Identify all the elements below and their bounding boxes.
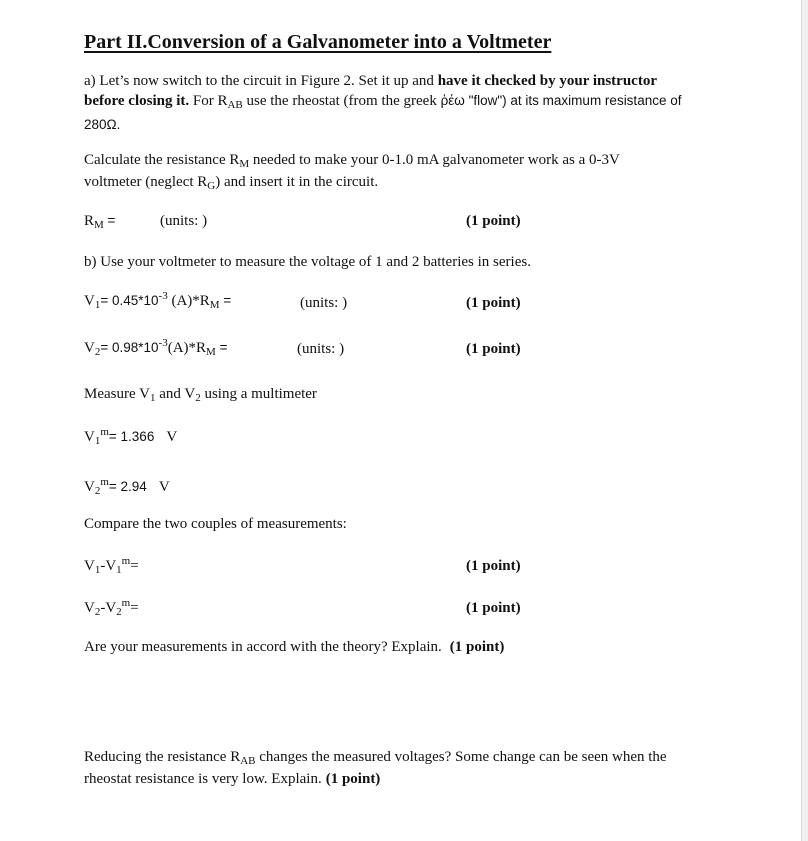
text: using a multimeter	[200, 386, 317, 402]
rm-answer-line	[84, 213, 115, 230]
measure-instruction	[84, 386, 317, 403]
superscript: m	[100, 426, 109, 438]
subscript: 1	[116, 564, 122, 576]
v1-diff-line	[84, 555, 139, 576]
text: changes the measured voltages? Some change can be seen when the	[255, 749, 667, 765]
subscript: M	[94, 219, 104, 231]
v1-diff-point-label: (1 point)	[466, 558, 521, 574]
v2-diff-line	[84, 597, 139, 618]
bold-text: before closing it.	[84, 93, 190, 109]
calc-line-1	[84, 152, 620, 169]
subscript: 2	[94, 485, 101, 497]
v2m-value-line	[84, 476, 170, 497]
text: Are your measurements in accord with the theory? Explain.	[84, 639, 442, 655]
text: use the rheostat (from the greek	[242, 93, 441, 109]
subscript: AB	[227, 99, 243, 111]
text: rheostat resistance is very low. Explain.	[84, 771, 322, 787]
accord-question	[84, 639, 504, 656]
subscript: M	[239, 158, 250, 170]
part-a-line-1	[84, 73, 657, 90]
reduce-question-line-1	[84, 749, 667, 766]
subscript: M	[206, 346, 216, 358]
text: -V	[100, 600, 117, 616]
page-title: Part II.Conversion of a Galvanometer into a Voltmeter	[84, 31, 552, 53]
v2-diff-point-label: (1 point)	[466, 600, 521, 616]
text: Reducing the resistance R	[84, 749, 241, 765]
text: (A)*R	[167, 340, 207, 356]
part-a-line-2	[84, 93, 681, 110]
page-scroll-edge	[801, 0, 808, 841]
text: =	[130, 558, 139, 574]
point-label: (1 point)	[325, 771, 381, 787]
rm-units-field: (units: )	[160, 213, 208, 229]
text: =	[103, 213, 116, 228]
rm-point-label: (1 point)	[466, 213, 521, 229]
superscript: m	[121, 555, 131, 567]
v2-formula	[84, 337, 228, 358]
text: =	[130, 600, 139, 616]
text: =	[215, 340, 228, 355]
subscript: 2	[94, 606, 101, 618]
part-b-intro: b) Use your voltmeter to measure the voltage of 1 and 2 batteries in series.	[84, 254, 531, 270]
text: V	[84, 558, 95, 574]
text: a) Let’s now switch to the circuit in Figure 2. Set it up and	[84, 73, 438, 89]
text: needed to make your 0-1.0 mA galvanometer work as a 0-3V	[249, 152, 620, 168]
text: V	[84, 429, 95, 445]
unit: V	[158, 479, 170, 495]
subscript: 1	[94, 299, 101, 311]
v2-point-label: (1 point)	[466, 341, 521, 357]
text: V	[84, 340, 95, 356]
text: =	[219, 293, 232, 308]
compare-instruction: Compare the two couples of measurements:	[84, 516, 347, 532]
greek-text: ῥέω "flow") at its maximum resistance of	[440, 93, 682, 108]
v2-units-field: (units: )	[297, 341, 345, 357]
text: ) and insert it in the circuit.	[215, 174, 379, 190]
superscript: -3	[158, 337, 168, 349]
subscript: 1	[94, 564, 101, 576]
subscript: M	[209, 299, 220, 311]
text: Calculate the resistance R	[84, 152, 240, 168]
reduce-question-line-2	[84, 771, 380, 788]
unit: V	[166, 429, 178, 445]
calc-line-2	[84, 174, 378, 191]
v1-point-label: (1 point)	[466, 295, 521, 311]
subscript: 2	[94, 346, 101, 358]
superscript: -3	[158, 290, 168, 302]
text: V	[84, 479, 95, 495]
text: -V	[100, 558, 117, 574]
measured-value: = 2.94	[108, 479, 147, 494]
subscript: 1	[94, 435, 101, 447]
text: = 0.45*10	[100, 293, 159, 308]
text: For R	[189, 93, 228, 109]
subscript: G	[207, 180, 216, 192]
measured-value: = 1.366	[108, 429, 155, 444]
superscript: m	[121, 597, 131, 609]
point-label: (1 point)	[449, 639, 505, 655]
v1-formula	[84, 290, 232, 311]
text: and V	[155, 386, 196, 402]
v1m-value-line	[84, 426, 178, 447]
superscript: m	[100, 476, 109, 488]
v1-units-field: (units: )	[300, 295, 348, 311]
subscript: 1	[149, 392, 156, 404]
part-a-line-3: 280Ω.	[84, 117, 121, 132]
subscript: 2	[116, 606, 122, 618]
text: (A)*R	[167, 293, 210, 309]
text: = 0.98*10	[100, 340, 159, 355]
text: V	[84, 600, 95, 616]
text: voltmeter (neglect R	[84, 174, 208, 190]
bold-text: have it checked by your instructor	[437, 73, 657, 89]
subscript: 2	[195, 392, 201, 404]
subscript: AB	[240, 755, 256, 767]
text: Measure V	[84, 386, 150, 402]
text: R	[84, 213, 95, 229]
text: V	[84, 293, 95, 309]
